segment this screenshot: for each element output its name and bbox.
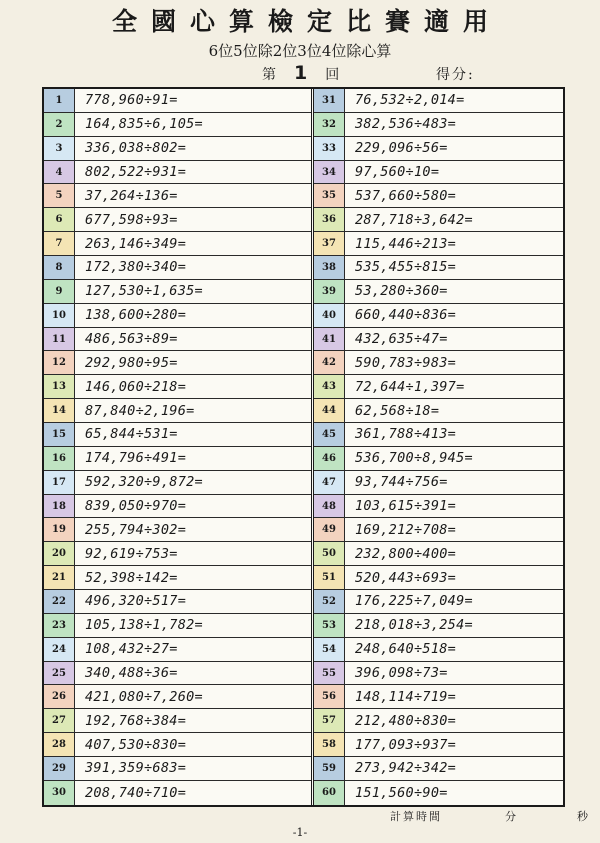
problem-expression: 103,615÷391= [354,498,457,515]
problem-number: 44 [314,399,345,422]
problem-number: 19 [44,518,75,541]
problem-row [44,423,311,447]
problem-number: 13 [44,375,75,398]
problem-row [314,280,563,304]
problem-expression: 72,644÷1,397= [354,378,465,395]
page-number: -1- [292,826,308,839]
problem-row [314,399,563,423]
problem-number: 60 [314,781,345,805]
problem-expression: 212,480÷830= [354,712,457,729]
problem-expression: 52,398÷142= [85,569,178,586]
problem-row [314,590,563,614]
problem-number: 3 [44,137,75,160]
problem-expression: 432,635÷47= [354,331,448,348]
problem-row [44,566,311,590]
problem-row [314,447,563,471]
problem-number: 11 [44,328,75,351]
problem-expression: 174,796÷491= [85,450,187,467]
problem-expression: 273,942÷342= [354,760,457,777]
problem-row [314,256,563,280]
problem-expression: 92,619÷753= [85,545,178,562]
problem-row [314,89,563,113]
problem-number: 59 [314,757,345,780]
problem-row [44,184,311,208]
problem-table [42,87,565,807]
problem-number: 56 [314,685,345,708]
problem-expression: 263,146÷349= [85,235,187,252]
problem-number: 22 [44,590,75,613]
problem-row [314,614,563,638]
problem-number: 48 [314,495,345,518]
problem-row [44,662,311,686]
problem-expression: 536,700÷8,945= [354,450,473,467]
problem-number: 50 [314,542,345,565]
problem-expression: 97,560÷10= [354,164,440,180]
problem-expression: 660,440÷836= [354,307,457,324]
problem-number: 32 [314,113,345,136]
problem-expression: 391,359÷683= [85,760,187,777]
round-number: 1 [294,62,308,84]
problem-expression: 148,114÷719= [354,688,457,705]
problem-expression: 208,740÷710= [85,784,187,801]
problem-number: 5 [44,184,75,207]
problem-expression: 176,225÷7,049= [354,593,473,610]
problem-row [314,566,563,590]
problem-number: 12 [44,351,75,374]
problem-expression: 336,038÷802= [85,140,187,157]
time-label: 計算時間 [390,810,442,823]
problem-expression: 248,640÷518= [354,641,457,658]
problem-number: 46 [314,447,345,470]
problem-row [44,232,311,256]
score-label: 得分: [436,67,475,83]
problem-expression: 164,835÷6,105= [85,116,203,133]
problem-row [314,709,563,733]
problem-row [44,685,311,709]
problem-expression: 108,432÷27= [85,641,178,658]
minutes-label: 分 [505,810,518,823]
problem-row [44,137,311,161]
problem-row [314,423,563,447]
problem-expression: 172,380÷340= [85,259,187,276]
problem-expression: 839,050÷970= [85,498,187,515]
problem-row [44,280,311,304]
problem-number: 20 [44,542,75,565]
problem-row [44,590,311,614]
problem-expression: 151,560÷90= [354,784,448,801]
problem-row [314,638,563,662]
problem-number: 26 [44,685,75,708]
problem-expression: 255,794÷302= [85,521,187,538]
problem-number: 38 [314,256,345,279]
problem-number: 52 [314,590,345,613]
problem-expression: 93,744÷756= [354,474,448,491]
problem-number: 23 [44,614,75,637]
problem-expression: 218,018÷3,254= [354,617,473,634]
problem-number: 43 [314,375,345,398]
problem-row [44,208,311,232]
problem-expression: 382,536÷483= [354,116,457,133]
problem-row [314,304,563,328]
problem-number: 37 [314,232,345,255]
problem-expression: 232,800÷400= [354,545,457,562]
problem-row [44,375,311,399]
problem-number: 39 [314,280,345,303]
problem-row [314,208,563,232]
problem-expression: 802,522÷931= [85,164,187,180]
problem-number: 17 [44,471,75,494]
problem-expression: 590,783÷983= [354,354,457,371]
problem-row [314,518,563,542]
problem-number: 51 [314,566,345,589]
problem-row [314,757,563,781]
problem-number: 53 [314,614,345,637]
page-title: 全國心算檢定比賽適用 [111,7,502,36]
problem-row [44,399,311,423]
problem-column-right [314,89,563,805]
problem-number: 8 [44,256,75,279]
problem-expression: 486,563÷89= [85,331,178,348]
problem-expression: 53,280÷360= [354,283,448,300]
problem-expression: 496,320÷517= [85,593,187,610]
problem-number: 29 [44,757,75,780]
problem-row [44,733,311,757]
problem-row [314,113,563,137]
problem-expression: 407,530÷830= [85,736,187,753]
problem-number: 30 [44,781,75,805]
problem-row [314,733,563,757]
problem-row [44,351,311,375]
problem-expression: 535,455÷815= [354,259,457,276]
problem-row [44,495,311,519]
problem-number: 16 [44,447,75,470]
problem-number: 31 [314,89,345,112]
round-indicator [262,62,339,84]
problem-row [314,161,563,185]
problem-number: 58 [314,733,345,756]
problem-row [44,256,311,280]
problem-row [44,471,311,495]
problem-expression: 677,598÷93= [85,211,178,228]
problem-expression: 778,960÷91= [85,92,178,109]
problem-expression: 229,096÷56= [354,140,448,157]
problem-expression: 65,844÷531= [85,426,178,443]
problem-expression: 287,718÷3,642= [354,211,473,228]
problem-number: 21 [44,566,75,589]
problem-expression: 76,532÷2,014= [354,92,465,109]
problem-row [44,781,311,805]
problem-column-left [44,89,314,805]
problem-number: 1 [44,89,75,112]
problem-number: 24 [44,638,75,661]
problem-number: 54 [314,638,345,661]
problem-number: 4 [44,161,75,184]
problem-number: 47 [314,471,345,494]
problem-expression: 396,098÷73= [354,665,448,682]
problem-row [44,757,311,781]
problem-number: 7 [44,232,75,255]
problem-row [314,781,563,805]
problem-number: 33 [314,137,345,160]
problem-number: 34 [314,161,345,184]
problem-expression: 292,980÷95= [85,354,178,371]
problem-expression: 592,320÷9,872= [85,474,203,491]
seconds-label: 秒 [577,810,590,823]
problem-row [314,328,563,352]
problem-number: 27 [44,709,75,732]
problem-number: 6 [44,208,75,231]
problem-number: 41 [314,328,345,351]
problem-number: 14 [44,399,75,422]
problem-expression: 138,600÷280= [85,307,187,324]
page-subtitle: 6位5位除2位3位4位除心算 [208,42,392,60]
problem-number: 36 [314,208,345,231]
problem-row [44,447,311,471]
problem-number: 10 [44,304,75,327]
problem-row [44,304,311,328]
problem-expression: 105,138÷1,782= [85,617,203,634]
problem-expression: 361,788÷413= [354,426,457,443]
problem-expression: 340,488÷36= [85,665,178,682]
problem-expression: 192,768÷384= [85,712,187,729]
problem-row [44,614,311,638]
problem-number: 2 [44,113,75,136]
problem-expression: 37,264÷136= [85,187,178,204]
problem-row [314,232,563,256]
problem-expression: 87,840÷2,196= [85,402,195,419]
problem-row [314,351,563,375]
problem-expression: 537,660÷580= [354,187,457,204]
problem-number: 42 [314,351,345,374]
problem-number: 57 [314,709,345,732]
problem-number: 25 [44,662,75,685]
problem-row [44,518,311,542]
problem-row [314,542,563,566]
problem-row [44,328,311,352]
round-suffix: 回 [325,67,340,83]
problem-number: 35 [314,184,345,207]
problem-number: 28 [44,733,75,756]
problem-expression: 146,060÷218= [85,378,187,395]
problem-expression: 177,093÷937= [354,736,457,753]
problem-row [314,685,563,709]
problem-number: 18 [44,495,75,518]
problem-number: 9 [44,280,75,303]
problem-expression: 115,446÷213= [354,235,457,252]
problem-row [44,89,311,113]
problem-row [314,137,563,161]
problem-expression: 127,530÷1,635= [85,283,203,300]
problem-row [314,495,563,519]
problem-row [314,471,563,495]
problem-row [314,662,563,686]
problem-row [44,161,311,185]
problem-number: 15 [44,423,75,446]
problem-row [44,638,311,662]
problem-number: 55 [314,662,345,685]
round-prefix: 第 [262,67,276,83]
problem-expression: 62,568÷18= [354,402,440,419]
problem-row [44,542,311,566]
problem-row [44,113,311,137]
problem-number: 49 [314,518,345,541]
problem-expression: 520,443÷693= [354,569,457,586]
problem-expression: 421,080÷7,260= [85,688,203,705]
problem-row [314,184,563,208]
problem-row [44,709,311,733]
problem-expression: 169,212÷708= [354,521,457,538]
problem-number: 40 [314,304,345,327]
problem-number: 45 [314,423,345,446]
problem-row [314,375,563,399]
